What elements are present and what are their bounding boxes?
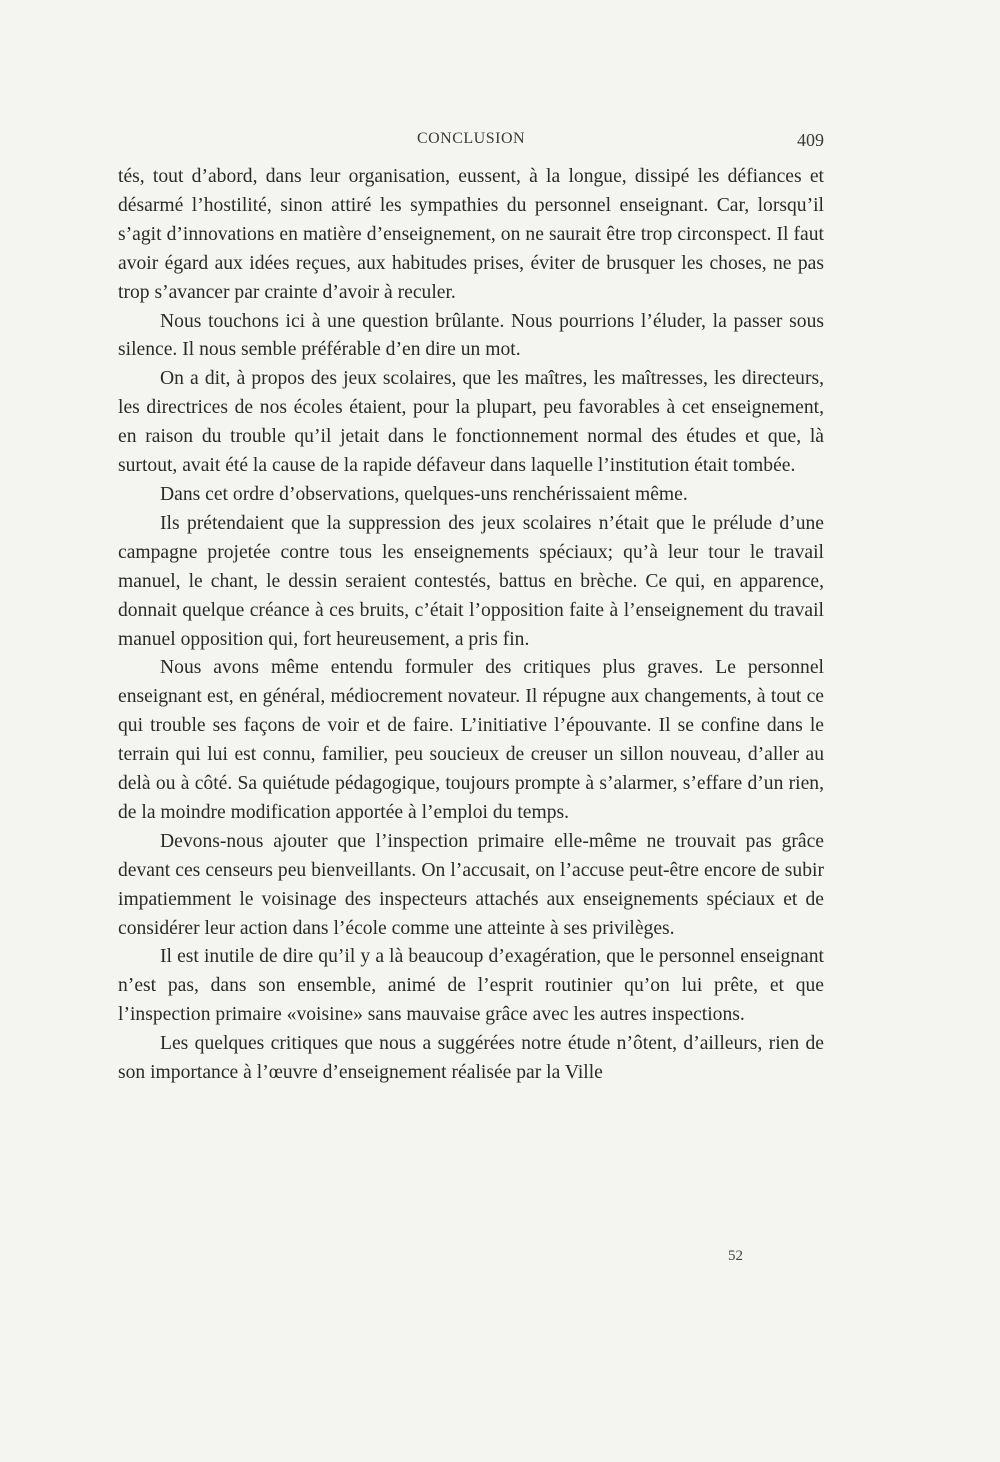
paragraph-1: tés, tout d’abord, dans leur organisation, eussent, à la longue, dissipé les défiances et désarmé l’hostilité, sinon attiré les sympathies du personnel enseignant. Car, lorsqu’il s’agit d’innovations en matière d’enseignement, on ne saurait être trop circonspect. Il faut avoir égard aux idées reçues, aux habitudes prises, éviter de brusquer les choses, ne pas trop s’avancer par crainte d’avoir à reculer.	[118, 166, 824, 303]
page-number: 409	[797, 130, 824, 150]
paragraph-8: Il est inutile de dire qu’il y a là beaucoup d’exagération, que le personnel enseignant n’est pas, dans son ensemble, animé de l’esprit routinier qu’on lui prête, et que l’inspection primaire «voisine» sans mauvaise grâce avec les autres inspections.	[118, 946, 824, 1026]
signature-mark: 52	[728, 1248, 743, 1264]
page-header	[118, 130, 824, 154]
running-head: CONCLUSION	[416, 130, 526, 147]
paragraph-6: Nous avons même entendu formuler des critiques plus graves. Le personnel enseignant est, en général, médiocrement novateur. Il répugne aux changements, à tout ce qui trouble ses façons de voir et de faire. L’initiative l’épouvante. Il se confine dans le terrain qui lui est connu, familier, peu soucieux de creuser un sillon nouveau, d’aller au delà ou à côté. Sa quiétude pédagogique, toujours prompte à s’alarmer, s’effare d’un rien, de la moindre modification apportée à l’emploi du temps.	[118, 657, 824, 823]
paragraph-7: Devons-nous ajouter que l’inspection primaire elle-même ne trouvait pas grâce devant ces censeurs peu bienveillants. On l’accusait, on l’accuse peut-être encore de subir impatiemment le voisinage des inspecteurs attachés aux enseignements spéciaux et de considérer leur action dans l’école comme une atteinte à ses privilèges.	[118, 830, 824, 939]
paragraph-9: Les quelques critiques que nous a suggérées notre étude n’ôtent, d’ailleurs, rien de son importance à l’œuvre d’enseignement réalisée par la Ville	[118, 1033, 824, 1084]
paragraph-3: On a dit, à propos des jeux scolaires, que les maîtres, les maîtresses, les directeurs, les directrices de nos écoles étaient, pour la plupart, peu favorables à cet enseignement, en raison du trouble qu’il jetait dans le fonctionnement normal des études et que, là surtout, avait été la cause de la rapide défaveur dans laquelle l’institution était tombée.	[118, 368, 824, 477]
paragraph-2: Nous touchons ici à une question brûlante. Nous pourrions l’éluder, la passer sous silence. Il nous semble préférable d’en dire un mot.	[118, 310, 824, 361]
paragraph-5: Ils prétendaient que la suppression des jeux scolaires n’était que le prélude d’une campagne projetée contre tous les enseignements spéciaux; qu’à leur tour le travail manuel, le chant, le dessin seraient contestés, battus en brèche. Ce qui, en apparence, donnait quelque créance à ces bruits, c’était l’opposition faite à l’enseignement du travail manuel opposition qui, fort heureusement, a pris fin.	[118, 512, 824, 650]
text-body	[118, 163, 824, 1088]
paragraph-4: Dans cet ordre d’observations, quelques-uns renchérissaient même.	[160, 483, 688, 505]
